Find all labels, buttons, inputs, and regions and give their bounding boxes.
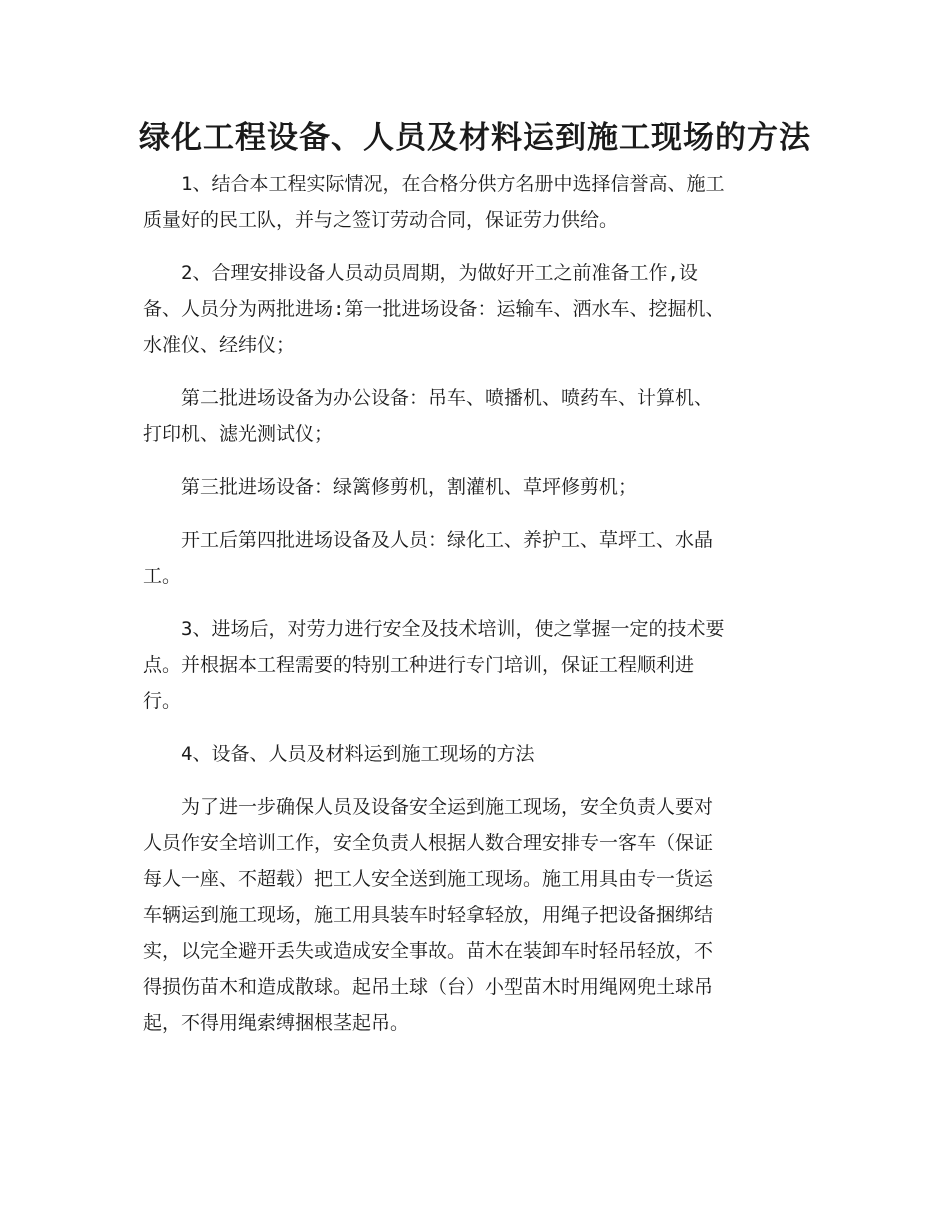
paragraph-line: 第三批进场设备：绿篱修剪机，割灌机、草坪修剪机； bbox=[181, 476, 638, 498]
paragraph-7 bbox=[143, 736, 809, 772]
paragraph-2 bbox=[143, 255, 809, 363]
paragraph-line: 水准仪、经纬仪； bbox=[143, 334, 296, 356]
document-body bbox=[143, 166, 809, 1058]
paragraph-line: 4、设备、人员及材料运到施工现场的方法 bbox=[181, 743, 535, 765]
paragraph-4 bbox=[143, 469, 809, 505]
paragraph-line: 1、结合本工程实际情况，在合格分供方名册中选择信誉高、施工 bbox=[181, 173, 725, 195]
paragraph-8 bbox=[143, 789, 809, 1041]
paragraph-line: 质量好的民工队，并与之签订劳动合同，保证劳力供给。 bbox=[143, 209, 619, 231]
paragraph-line: 人员作安全培训工作，安全负责人根据人数合理安排专一客车（保证 bbox=[143, 832, 714, 854]
paragraph-line: 开工后第四批进场设备及人员：绿化工、养护工、草坪工、水晶 bbox=[181, 529, 714, 551]
paragraph-line: 为了进一步确保人员及设备安全运到施工现场，安全负责人要对 bbox=[181, 796, 714, 818]
paragraph-line: 每人一座、不超载）把工人安全送到施工现场。施工用具由专一货运 bbox=[143, 868, 714, 890]
paragraph-line: 备、人员分为两批进场:第一批进场设备：运输车、洒水车、挖掘机、 bbox=[143, 298, 725, 320]
paragraph-5 bbox=[143, 522, 809, 594]
paragraph-line: 工。 bbox=[143, 565, 182, 587]
paragraph-3 bbox=[143, 380, 809, 452]
paragraph-line: 得损伤苗木和造成散球。起吊土球（台）小型苗木时用绳网兜土球吊 bbox=[143, 976, 714, 998]
paragraph-line: 2、合理安排设备人员动员周期，为做好开工之前准备工作,设 bbox=[181, 262, 698, 284]
paragraph-line: 车辆运到施工现场，施工用具装车时轻拿轻放，用绳子把设备捆绑结 bbox=[143, 904, 714, 926]
paragraph-line: 行。 bbox=[143, 690, 182, 712]
paragraph-1 bbox=[143, 166, 809, 238]
paragraph-line: 打印机、滤光测试仪； bbox=[143, 423, 334, 445]
paragraph-6 bbox=[143, 611, 809, 719]
paragraph-line: 点。并根据本工程需要的特别工种进行专门培训，保证工程顺利进 bbox=[143, 654, 695, 676]
paragraph-line: 3、进场后，对劳力进行安全及技术培训，使之掌握一定的技术要 bbox=[181, 618, 725, 640]
document-title: 绿化工程设备、人员及材料运到施工现场的方法 bbox=[139, 120, 811, 156]
paragraph-line: 第二批进场设备为办公设备：吊车、喷播机、喷药车、计算机、 bbox=[181, 387, 714, 409]
paragraph-line: 实，以完全避开丢失或造成安全事故。苗木在装卸车时轻吊轻放，不 bbox=[143, 940, 714, 962]
paragraph-line: 起，不得用绳索缚捆根茎起吊。 bbox=[143, 1012, 410, 1034]
